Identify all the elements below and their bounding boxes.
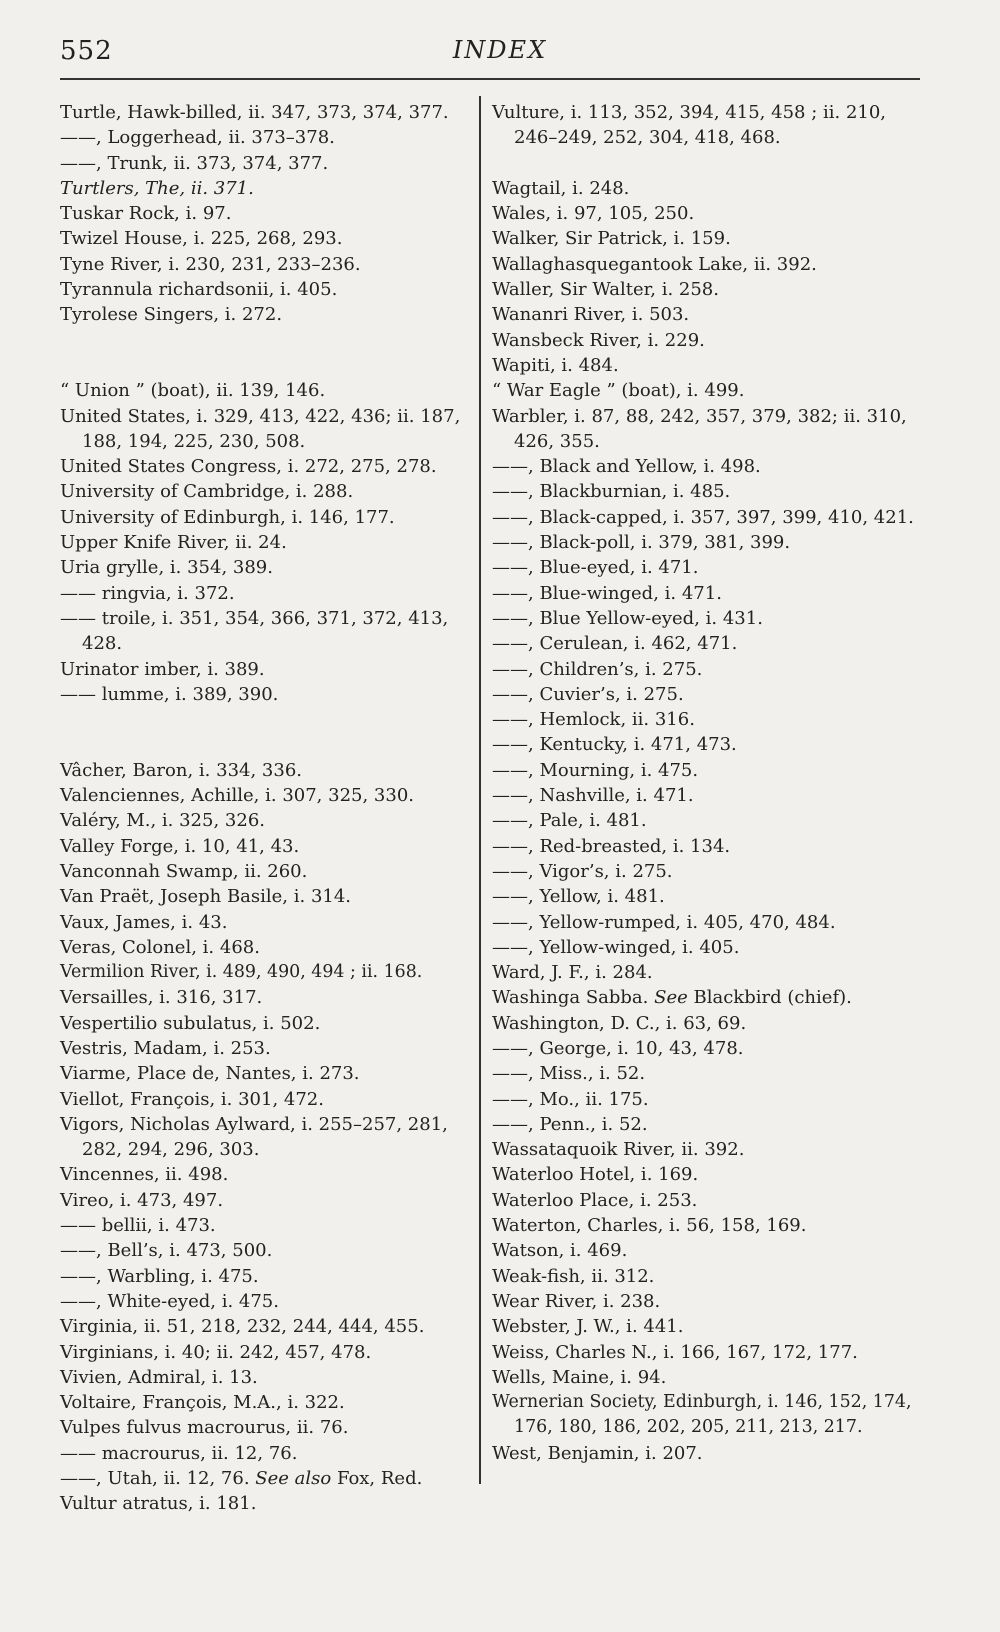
index-entry: Wananri River, i. 503. xyxy=(492,304,690,326)
cross-reference-target: Fox, Red. xyxy=(336,1468,423,1490)
index-entry: —— lumme, i. 389, 390. xyxy=(60,683,279,705)
cross-reference-see: See xyxy=(654,987,688,1009)
index-entry: Vanconnah Swamp, ii. 260. xyxy=(60,860,308,882)
index-entry: Watson, i. 469. xyxy=(492,1240,628,1262)
index-entry: ——, Vigor’s, i. 275. xyxy=(492,860,673,882)
index-entry: Virginia, ii. 51, 218, 232, 244, 444, 455. xyxy=(60,1316,425,1338)
index-entry: Warbler, i. 87, 88, 242, 357, 379, 382; ii. 310, 426, 355. xyxy=(492,405,907,452)
section-gap xyxy=(492,151,922,176)
index-entry: ——, Bell’s, i. 473, 500. xyxy=(60,1240,273,1262)
index-entry: —— macrourus, ii. 12, 76. xyxy=(60,1442,298,1464)
index-entry: ——, Kentucky, i. 471, 473. xyxy=(492,734,737,756)
index-entry: Wells, Maine, i. 94. xyxy=(492,1366,667,1388)
index-entry: —— troile, i. 351, 354, 366, 371, 372, 413, 428. xyxy=(60,607,449,655)
index-entry: ——, Yellow-rumped, i. 405, 470, 484. xyxy=(492,911,836,933)
index-entry: —— ringvia, i. 372. xyxy=(60,582,235,604)
index-entry: Upper Knife River, ii. 24. xyxy=(60,532,287,554)
index-entry: United States, i. 329, 413, 422, 436; ii. 187, 188, 194, 225, 230, 508. xyxy=(60,405,461,452)
index-entry: Waterloo Place, i. 253. xyxy=(492,1189,698,1211)
index-entry: Vivien, Admiral, i. 13. xyxy=(60,1366,258,1388)
index-entry: ——, Hemlock, ii. 316. xyxy=(492,709,695,731)
index-entry: Vincennes, ii. 498. xyxy=(60,1164,229,1186)
index-entry: Ward, J. F., i. 284. xyxy=(492,962,653,984)
index-entry: Voltaire, François, M.A., i. 322. xyxy=(60,1392,345,1414)
index-entry: ——, Blue-eyed, i. 471. xyxy=(492,557,699,579)
header-rule xyxy=(60,78,920,80)
index-entry: ——, Yellow-winged, i. 405. xyxy=(492,936,740,958)
index-entry: ——, Penn., i. 52. xyxy=(492,1113,648,1135)
index-entry-washinga-sabba xyxy=(492,985,922,1010)
right-column xyxy=(492,100,922,1466)
index-entry: Viarme, Place de, Nantes, i. 273. xyxy=(60,1063,360,1085)
index-entry: Turtle, Hawk-billed, ii. 347, 373, 374, 377. xyxy=(60,102,449,123)
index-entry: Vulture, i. 113, 352, 394, 415, 458 ; ii. 210, 246–249, 252, 304, 418, 468. xyxy=(492,102,887,149)
index-entry-utah xyxy=(60,1466,470,1491)
index-entry: ——, Trunk, ii. 373, 374, 377. xyxy=(60,152,329,174)
index-entry: West, Benjamin, i. 207. xyxy=(492,1442,703,1464)
index-entry: University of Cambridge, i. 288. xyxy=(60,481,354,503)
index-entry: Turtlers, The, ii. 371. xyxy=(60,177,254,199)
index-entry: Van Praët, Joseph Basile, i. 314. xyxy=(60,886,352,908)
index-entry: Uria grylle, i. 354, 389. xyxy=(60,557,273,579)
index-entry: Wernerian Society, Edinburgh, i. 146, 152, 174, 176, 180, 186, 202, 205, 211, 213, 217. xyxy=(492,1392,912,1438)
index-entry: Vermilion River, i. 489, 490, 494 ; ii. 168. xyxy=(60,962,423,983)
index-entry: Valéry, M., i. 325, 326. xyxy=(60,810,265,832)
index-entry: ——, Loggerhead, ii. 373–378. xyxy=(60,127,335,149)
index-entry: Weak-fish, ii. 312. xyxy=(492,1265,655,1287)
index-entry: ——, White-eyed, i. 475. xyxy=(60,1290,279,1312)
index-entry: ——, Blue Yellow-eyed, i. 431. xyxy=(492,607,763,629)
index-entry: Wales, i. 97, 105, 250. xyxy=(492,203,695,225)
index-entry: ——, Miss., i. 52. xyxy=(492,1063,646,1085)
index-entry: United States Congress, i. 272, 275, 278. xyxy=(60,456,437,478)
index-entry: ——, Black-capped, i. 357, 397, 399, 410, 421. xyxy=(492,506,914,528)
index-entry: Wansbeck River, i. 229. xyxy=(492,329,705,351)
index-entry: Vireo, i. 473, 497. xyxy=(60,1189,224,1211)
index-entry: ——, Nashville, i. 471. xyxy=(492,785,694,807)
index-entry: ——, George, i. 10, 43, 478. xyxy=(492,1037,744,1059)
index-entry: Vâcher, Baron, i. 334, 336. xyxy=(60,759,302,781)
index-entry: Walker, Sir Patrick, i. 159. xyxy=(492,228,731,250)
left-column xyxy=(60,100,470,1517)
page-number: 552 xyxy=(60,36,113,66)
index-entry: Wassataquoik River, ii. 392. xyxy=(492,1139,745,1161)
index-entry: Veras, Colonel, i. 468. xyxy=(60,936,260,958)
index-entry: Tyrolese Singers, i. 272. xyxy=(60,304,283,326)
index-entry: ——, Blackburnian, i. 485. xyxy=(492,481,731,503)
index-entry: Vultur atratus, i. 181. xyxy=(60,1493,257,1515)
index-entry: Vestris, Madam, i. 253. xyxy=(60,1037,271,1059)
section-gap xyxy=(60,328,470,379)
index-entry: Waterton, Charles, i. 56, 158, 169. xyxy=(492,1215,807,1237)
column-divider xyxy=(479,96,481,1484)
index-entry: ——, Cuvier’s, i. 275. xyxy=(492,683,684,705)
index-entry: Waterloo Hotel, i. 169. xyxy=(492,1164,699,1186)
running-title: INDEX xyxy=(452,36,548,64)
cross-reference-see-also: See also xyxy=(255,1468,332,1490)
index-entry: Wapiti, i. 484. xyxy=(492,354,619,376)
index-entry: Vespertilio subulatus, i. 502. xyxy=(60,1012,321,1034)
section-gap xyxy=(60,707,470,758)
index-entry: Washington, D. C., i. 63, 69. xyxy=(492,1012,747,1034)
index-entry: Tuskar Rock, i. 97. xyxy=(60,203,232,225)
index-entry: ——, Children’s, i. 275. xyxy=(492,658,703,680)
index-entry: Vaux, James, i. 43. xyxy=(60,911,228,933)
index-entry: ——, Blue-winged, i. 471. xyxy=(492,582,722,604)
index-entry: Virginians, i. 40; ii. 242, 457, 478. xyxy=(60,1341,372,1363)
index-entry: University of Edinburgh, i. 146, 177. xyxy=(60,506,395,528)
index-entry: Wear River, i. 238. xyxy=(492,1290,661,1312)
cross-reference-target: Blackbird (chief). xyxy=(693,987,852,1009)
index-entry: Waller, Sir Walter, i. 258. xyxy=(492,279,719,301)
entry-text: ——, Utah, ii. 12, 76. xyxy=(60,1468,250,1490)
index-entry: Vigors, Nicholas Aylward, i. 255–257, 281, 282, 294, 296, 303. xyxy=(60,1113,448,1161)
index-entry: Wallaghasquegantook Lake, ii. 392. xyxy=(492,253,817,275)
index-entry: ——, Warbling, i. 475. xyxy=(60,1265,259,1287)
index-entry: ——, Pale, i. 481. xyxy=(492,810,647,832)
index-entry: Versailles, i. 316, 317. xyxy=(60,987,263,1009)
index-entry: “ Union ” (boat), ii. 139, 146. xyxy=(60,380,326,402)
index-entry: ——, Red-breasted, i. 134. xyxy=(492,835,731,857)
entry-text: Washinga Sabba. xyxy=(492,987,649,1009)
index-entry: Twizel House, i. 225, 268, 293. xyxy=(60,228,343,250)
index-entry: ——, Mo., ii. 175. xyxy=(492,1088,649,1110)
index-entry: Weiss, Charles N., i. 166, 167, 172, 177. xyxy=(492,1341,858,1363)
index-entry: Webster, J. W., i. 441. xyxy=(492,1316,684,1338)
index-entry: Urinator imber, i. 389. xyxy=(60,658,265,680)
index-entry: Vulpes fulvus macrourus, ii. 76. xyxy=(60,1417,349,1439)
index-entry: —— bellii, i. 473. xyxy=(60,1215,216,1237)
index-entry: Tyrannula richardsonii, i. 405. xyxy=(60,279,338,301)
index-entry: ——, Black-poll, i. 379, 381, 399. xyxy=(492,532,791,554)
index-entry: Viellot, François, i. 301, 472. xyxy=(60,1088,324,1110)
index-entry: Tyne River, i. 230, 231, 233–236. xyxy=(60,253,361,275)
index-entry: Wagtail, i. 248. xyxy=(492,177,630,199)
index-entry: “ War Eagle ” (boat), i. 499. xyxy=(492,380,745,402)
index-entry: Valenciennes, Achille, i. 307, 325, 330. xyxy=(60,785,415,807)
index-entry: ——, Cerulean, i. 462, 471. xyxy=(492,633,738,655)
index-entry: ——, Yellow, i. 481. xyxy=(492,886,665,908)
index-entry: Valley Forge, i. 10, 41, 43. xyxy=(60,835,300,857)
index-entry: ——, Mourning, i. 475. xyxy=(492,759,699,781)
index-entry: ——, Black and Yellow, i. 498. xyxy=(492,456,761,478)
